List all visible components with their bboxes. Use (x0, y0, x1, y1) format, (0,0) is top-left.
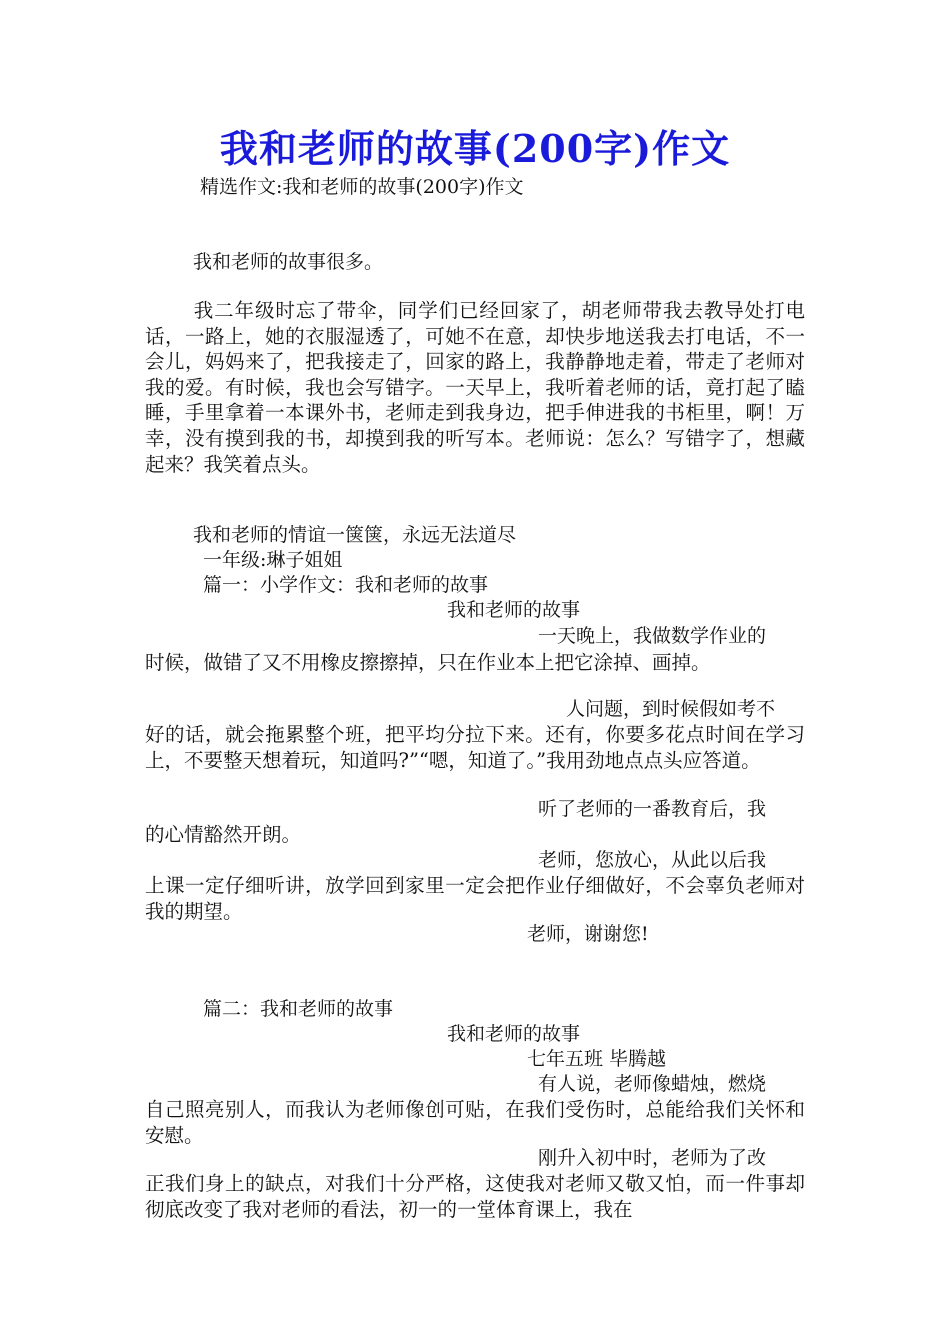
s2-paragraph-1-body: 自己照亮别人，而我认为老师像创可贴，在我们受伤时，总能给我们关怀和安慰。 (145, 1098, 805, 1147)
section-one-title: 我和老师的故事 (447, 599, 581, 621)
paragraph-umbrella-story: 我二年级时忘了带伞，同学们已经回家了，胡老师带我去教导处打电话，一路上，她的衣服湿透了，可她不在意，却快步地送我去打电话，不一会儿，妈妈来了，把我接走了，回家的路上，我静静地走着，带走了老师对我的爱。有时候，我也会写错字。一天早上，我听着老师的话，竟打起了瞌睡，手里拿着一本课外书，老师走到我身边，把手伸进我的书柜里，啊！万幸，没有摸到我的书，却摸到我的听写本。老师说：怎么？写错字了，想藏起来？我笑着点头。 (145, 299, 805, 476)
section-two-author: 七年五班 毕腾越 (527, 1048, 667, 1070)
s1-paragraph-4-start: 老师，您放心，从此以后我 (538, 849, 767, 871)
s1-paragraph-3-body: 的心情豁然开朗。 (145, 823, 302, 846)
author-line: 一年级:琳子姐姐 (203, 549, 343, 571)
section-two-heading: 篇二：我和老师的故事 (203, 998, 394, 1020)
section-one-heading: 篇一：小学作文：我和老师的故事 (203, 574, 489, 596)
s2-paragraph-2-body: 正我们身上的缺点，对我们十分严格，这使我对老师又敬又怕，而一件事却彻底改变了我对老师的看法，初一的一堂体育课上，我在 (145, 1172, 805, 1221)
section-two-title: 我和老师的故事 (447, 1023, 581, 1045)
s1-paragraph-1-start: 一天晚上，我做数学作业的 (538, 625, 767, 647)
paragraph-friendship: 我和老师的情谊一箧箧，永远无法道尽 (193, 524, 517, 546)
document-title: 我和老师的故事(200字)作文 (219, 126, 731, 171)
s1-paragraph-1-body: 时候，做错了又不用橡皮擦擦掉，只在作业本上把它涂掉、画掉。 (145, 651, 711, 674)
s1-paragraph-4-body: 上课一定仔细听讲，放学回到家里一定会把作业仔细做好，不会辜负老师对我的期望。 (145, 874, 805, 923)
s2-paragraph-1-start: 有人说，老师像蜡烛，燃烧 (538, 1073, 767, 1095)
s1-closing-line: 老师，谢谢您! (527, 923, 649, 945)
document-subtitle: 精选作文:我和老师的故事(200字)作文 (200, 176, 524, 198)
s1-paragraph-2-body: 好的话，就会拖累整个班，把平均分拉下来。还有，你要多花点时间在学习上，不要整天想着玩，知道吗?”“嗯，知道了。”我用劲地点点头应答道。 (145, 723, 805, 772)
s1-paragraph-3-start: 听了老师的一番教育后，我 (538, 798, 767, 820)
paragraph-intro: 我和老师的故事很多。 (193, 251, 384, 273)
s2-paragraph-2-start: 刚升入初中时，老师为了改 (538, 1147, 767, 1169)
s1-paragraph-2-start: 人问题，到时候假如考不 (566, 698, 776, 720)
